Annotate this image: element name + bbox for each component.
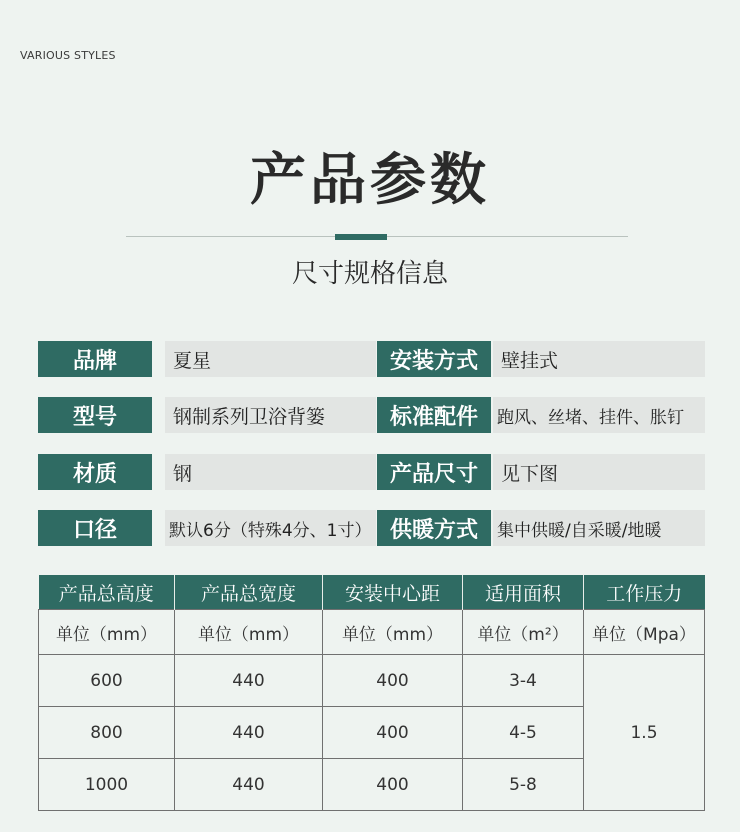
parameter-table	[38, 575, 705, 811]
unit-cell: 单位（m²）	[463, 610, 584, 655]
table-row	[39, 655, 705, 707]
brand-text: VARIOUS STYLES	[20, 49, 116, 62]
table-cell: 440	[175, 759, 323, 811]
page-subtitle: 尺寸规格信息	[291, 259, 448, 289]
page-title: 产品参数	[250, 148, 490, 213]
spec-label: 材质	[38, 454, 152, 490]
spec-label: 型号	[38, 397, 152, 433]
table-cell: 800	[39, 707, 175, 759]
spec-value: 壁挂式	[493, 341, 705, 377]
table-cell: 440	[175, 655, 323, 707]
spec-row-material	[38, 454, 376, 490]
spec-value: 钢制系列卫浴背篓	[165, 397, 376, 433]
column-header: 产品总高度	[39, 575, 175, 610]
spec-label: 品牌	[38, 341, 152, 377]
spec-row-size	[377, 454, 705, 490]
table-cell: 4-5	[463, 707, 584, 759]
units-row	[39, 610, 705, 655]
spec-value: 见下图	[493, 454, 705, 490]
column-header: 适用面积	[463, 575, 584, 610]
spec-row-model	[38, 397, 376, 433]
spec-value: 夏星	[165, 341, 376, 377]
spec-label: 口径	[38, 510, 152, 546]
table-cell: 400	[323, 759, 463, 811]
spec-label: 标准配件	[377, 397, 491, 433]
spec-row-caliber	[38, 510, 376, 546]
column-header: 产品总宽度	[175, 575, 323, 610]
unit-cell: 单位（mm）	[323, 610, 463, 655]
unit-cell: 单位（Mpa）	[584, 610, 705, 655]
unit-cell: 单位（mm）	[39, 610, 175, 655]
table-cell: 5-8	[463, 759, 584, 811]
table-cell: 1000	[39, 759, 175, 811]
column-header: 工作压力	[584, 575, 705, 610]
spec-value: 钢	[165, 454, 376, 490]
spec-row-heating	[377, 510, 705, 546]
table-header-row	[39, 575, 705, 610]
table-cell: 3-4	[463, 655, 584, 707]
table-cell: 440	[175, 707, 323, 759]
spec-row-brand	[38, 341, 376, 377]
spec-row-installation	[377, 341, 705, 377]
table-cell: 600	[39, 655, 175, 707]
divider-accent	[335, 234, 387, 240]
column-header: 安装中心距	[323, 575, 463, 610]
spec-row-accessories	[377, 397, 705, 433]
spec-label: 供暖方式	[377, 510, 491, 546]
unit-cell: 单位（mm）	[175, 610, 323, 655]
table-cell: 400	[323, 707, 463, 759]
spec-value: 默认6分（特殊4分、1寸）	[165, 510, 376, 546]
spec-value: 跑风、丝堵、挂件、胀钉	[493, 397, 705, 433]
spec-label: 产品尺寸	[377, 454, 491, 490]
spec-value: 集中供暖/自采暖/地暖	[493, 510, 705, 546]
table-cell: 400	[323, 655, 463, 707]
spec-label: 安装方式	[377, 341, 491, 377]
pressure-cell: 1.5	[584, 655, 705, 811]
